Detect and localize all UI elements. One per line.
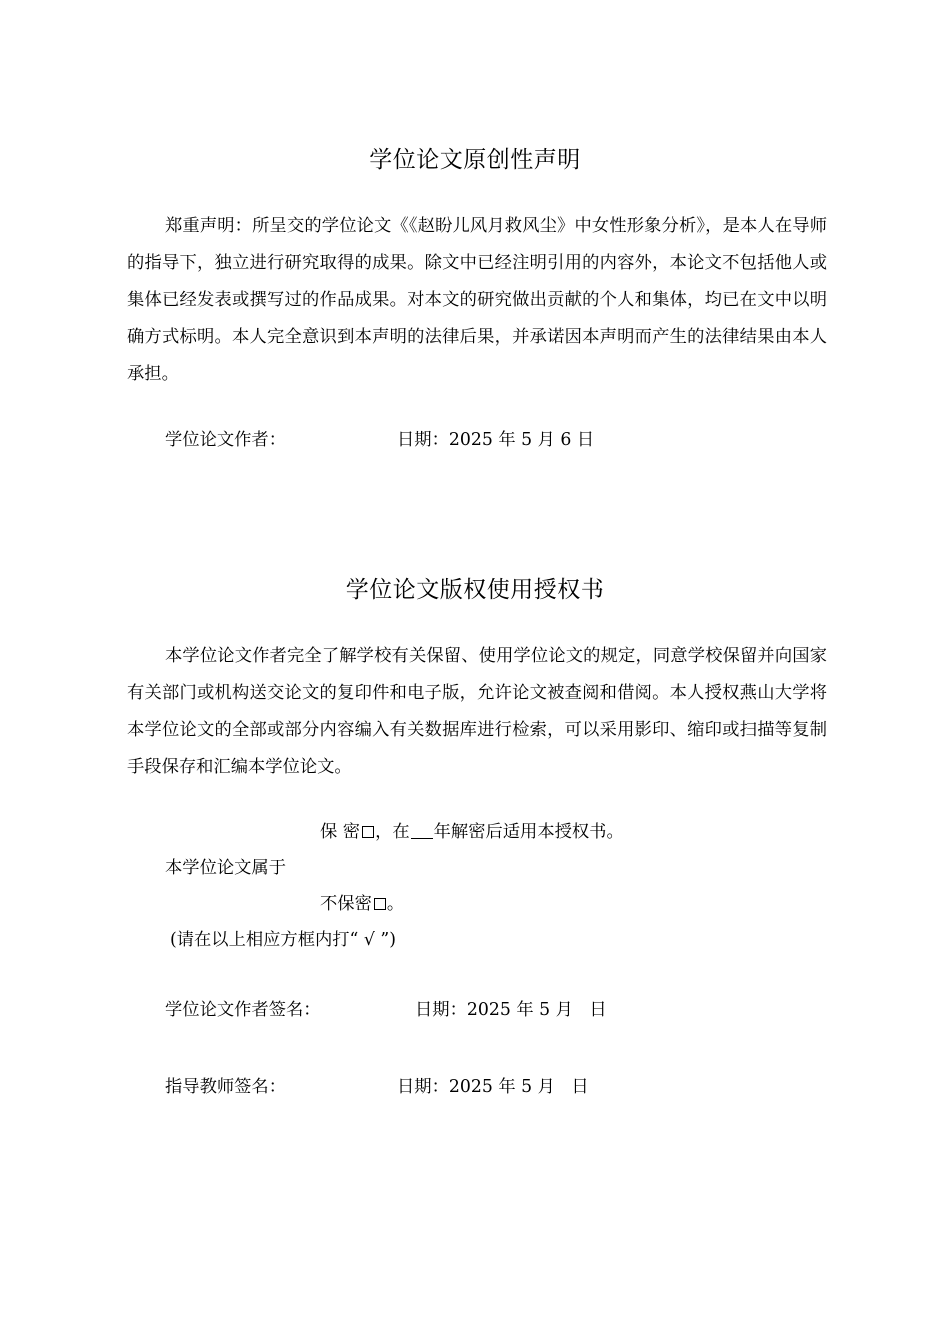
advisor-sign-date: 日期：2025 年 5 月 日 xyxy=(397,1077,589,1097)
not-secret-option xyxy=(320,892,404,916)
author-sign-date: 日期：2025 年 5 月 日 xyxy=(415,1000,607,1020)
authorization-title: 学位论文版权使用授权书 xyxy=(345,577,605,603)
belongs-label: 本学位论文属于 xyxy=(165,858,286,878)
declaration-title: 学位论文原创性声明 xyxy=(369,147,581,173)
declaration-author-label: 学位论文作者： xyxy=(165,430,286,450)
secret-label: 保 密 xyxy=(320,822,361,842)
check-note: (请在以上相应方框内打“ √ ”) xyxy=(170,930,396,950)
declaration-body: 郑重声明：所呈交的学位论文《《赵盼儿风月救风尘》中女性形象分析》，是本人在导师的指导下，独立进行研究取得的成果。除文中已经注明引用的内容外，本论文不包括他人或集体已经发表或撰写过的作品成果。对本文的研究做出贡献的个人和集体，均已在文中以明确方式标明。本人完全意识到本声明的法律后果，并承诺因本声明而产生的法律结果由本人承担。 xyxy=(127,216,827,384)
secret-suffix: 年解密后适用本授权书。 xyxy=(433,822,624,842)
declaration-date-value: 2025 年 5 月 6 日 xyxy=(448,430,595,450)
not-secret-suffix: 。 xyxy=(386,894,405,914)
secret-years-blank[interactable] xyxy=(411,820,433,839)
not-secret-label: 不保密 xyxy=(320,894,372,914)
authorization-body: 本学位论文作者完全了解学校有关保留、使用学位论文的规定，同意学校保留并向国家有关部门或机构送交论文的复印件和电子版，允许论文被查阅和借阅。本人授权燕山大学将本学位论文的全部或部分内容编入有关数据库进行检索，可以采用影印、缩印或扫描等复制手段保存和汇编本学位论文。 xyxy=(127,646,827,777)
advisor-sign-label: 指导教师签名： xyxy=(165,1077,286,1097)
secret-checkbox[interactable] xyxy=(362,826,374,838)
not-secret-checkbox[interactable] xyxy=(374,898,386,910)
declaration-date xyxy=(397,428,594,452)
declaration-date-label: 日期： xyxy=(397,430,449,450)
secret-option xyxy=(320,820,624,844)
secret-mid: ，在 xyxy=(375,822,410,842)
author-sign-label: 学位论文作者签名： xyxy=(165,1000,321,1020)
